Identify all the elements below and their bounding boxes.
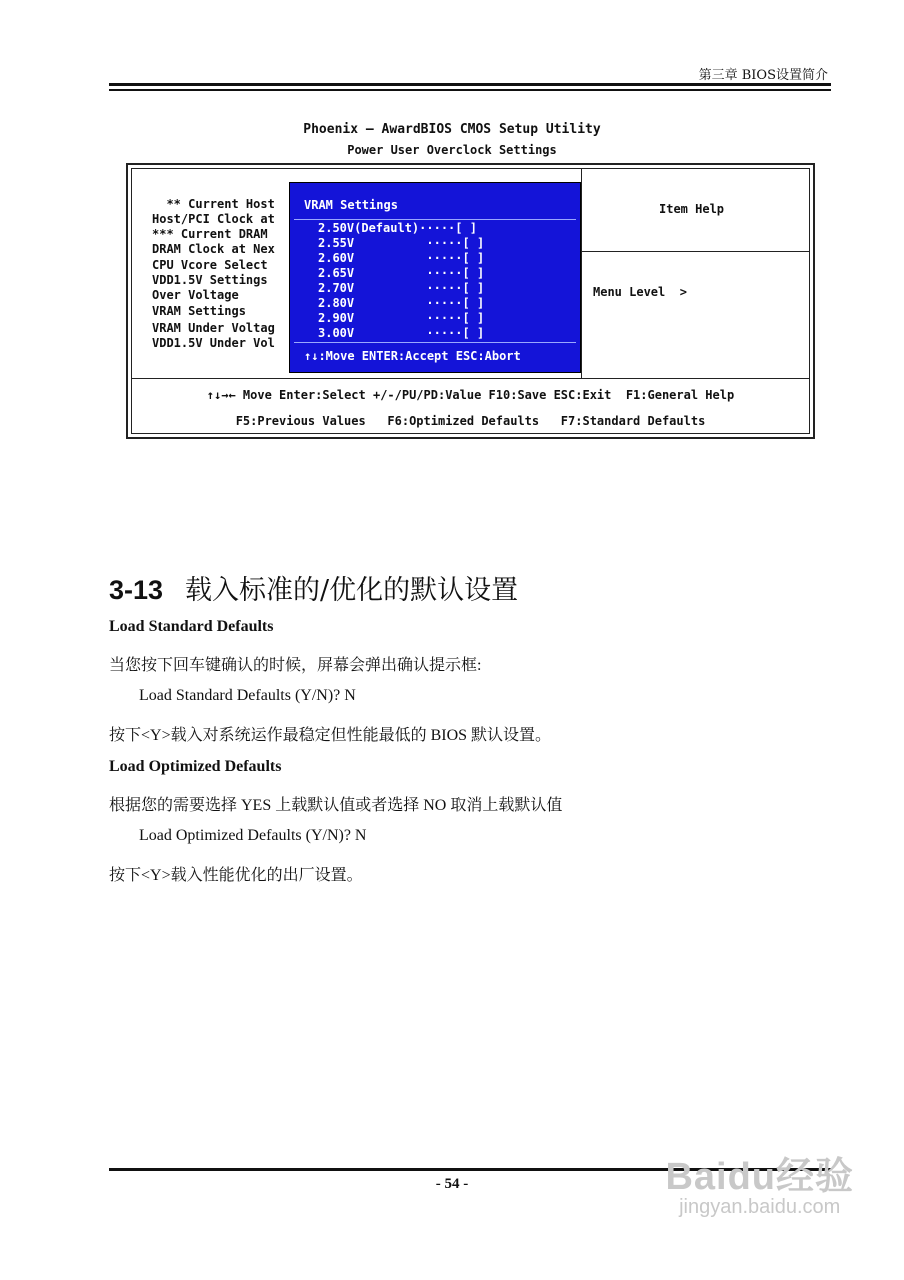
page-number: - 54 - — [435, 1176, 469, 1192]
menu-item-cpu-vcore[interactable]: CPU Vcore Select — [152, 258, 268, 272]
header-rule-thin — [109, 89, 831, 91]
std-defaults-paragraph-1: 当您按下回车键确认的时候，屏幕会弹出确认提示框: — [109, 657, 482, 674]
option-2-65v[interactable]: 2.65V ·····[ ] — [318, 266, 485, 280]
help-divider — [581, 251, 809, 252]
menu-item-dram-clock[interactable]: DRAM Clock at Nex — [152, 242, 275, 256]
opt-defaults-heading: Load Optimized Defaults — [109, 758, 282, 775]
section-heading — [109, 568, 518, 607]
popup-title-separator — [294, 219, 576, 220]
opt-defaults-prompt: Load Optimized Defaults (Y/N)? N — [139, 827, 367, 844]
opt-defaults-paragraph-2: 按下<Y>载入性能优化的出厂设置。 — [109, 867, 363, 884]
std-defaults-prompt: Load Standard Defaults (Y/N)? N — [139, 687, 356, 704]
option-2-50v[interactable]: 2.50V(Default)·····[ ] — [318, 221, 477, 235]
opt-defaults-paragraph-1: 根据您的需要选择 YES 上载默认值或者选择 NO 取消上载默认值 — [109, 797, 563, 814]
item-help-label: Item Help — [659, 202, 725, 216]
section-title: 载入标准的/优化的默认设置 — [185, 575, 519, 606]
key-help-line-1: ↑↓→← Move Enter:Select +/-/PU/PD:Value F10:Save ESC:Exit F1:General Help — [206, 388, 735, 402]
baidu-watermark — [665, 1145, 854, 1219]
vram-settings-popup[interactable] — [289, 182, 581, 373]
bios-subtitle: Power User Overclock Settings — [347, 143, 557, 157]
row-divider — [132, 378, 809, 379]
popup-footer-keys: ↑↓:Move ENTER:Accept ESC:Abort — [304, 349, 521, 363]
header-rule-thick — [109, 83, 831, 86]
menu-item-vram-under-voltage[interactable]: VRAM Under Voltag — [152, 321, 275, 335]
std-defaults-heading: Load Standard Defaults — [109, 618, 274, 635]
menu-level-label: Menu Level > — [593, 285, 687, 299]
option-3-00v[interactable]: 3.00V ·····[ ] — [318, 326, 485, 340]
menu-item-vdd15v[interactable]: VDD1.5V Settings — [152, 273, 268, 287]
menu-item-vdd15v-under-voltage[interactable]: VDD1.5V Under Vol — [152, 336, 275, 350]
watermark-url: jingyan.baidu.com — [679, 1196, 841, 1218]
chapter-header: 第三章 BIOS设置简介 — [698, 68, 828, 83]
option-2-55v[interactable]: 2.55V ·····[ ] — [318, 236, 485, 250]
menu-item-over-voltage[interactable]: Over Voltage — [152, 288, 239, 302]
option-2-80v[interactable]: 2.80V ·····[ ] — [318, 296, 485, 310]
menu-item-current-dram[interactable]: *** Current DRAM — [152, 227, 268, 241]
key-help-line-2: F5:Previous Values F6:Optimized Defaults F7:Standard Defaults — [235, 414, 706, 428]
watermark-brand: Baidu经验 — [665, 1156, 854, 1198]
menu-item-vram-settings[interactable]: VRAM Settings — [152, 304, 246, 318]
popup-footer-separator — [294, 342, 576, 343]
menu-item-host-pci-clock[interactable]: Host/PCI Clock at — [152, 212, 275, 226]
option-2-70v[interactable]: 2.70V ·····[ ] — [318, 281, 485, 295]
popup-title: VRAM Settings — [304, 198, 398, 212]
option-2-90v[interactable]: 2.90V ·····[ ] — [318, 311, 485, 325]
bios-title: Phoenix – AwardBIOS CMOS Setup Utility — [303, 122, 601, 137]
menu-item-current-host[interactable]: ** Current Host — [152, 197, 275, 211]
option-2-60v[interactable]: 2.60V ·····[ ] — [318, 251, 485, 265]
column-divider — [581, 169, 582, 378]
std-defaults-paragraph-2: 按下<Y>载入对系统运作最稳定但性能最低的 BIOS 默认设置。 — [109, 727, 552, 744]
section-number: 3-13 — [109, 575, 164, 605]
